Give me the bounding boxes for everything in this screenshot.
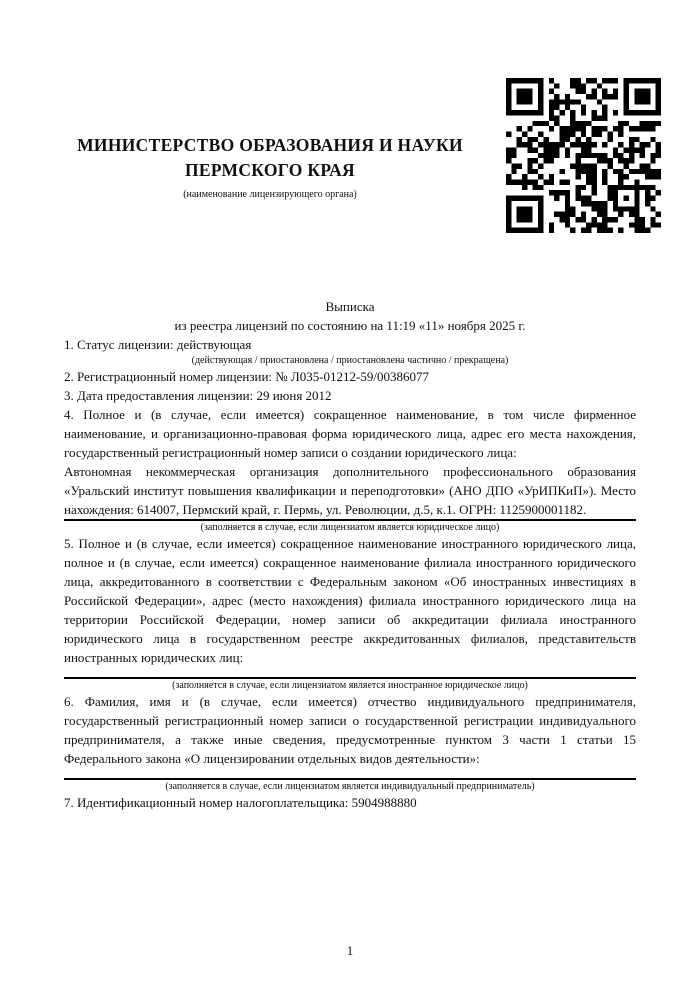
- page-number: 1: [346, 943, 354, 958]
- document-title-line1: Выписка: [325, 299, 375, 314]
- document-body: [64, 297, 636, 812]
- document-title: [64, 297, 636, 335]
- document-title-line2: из реестра лицензий по состоянию на 11:19 «11» ноября 2025 г.: [174, 318, 526, 333]
- item-7-taxpayer-number: 7. Идентификационный номер налогоплательщика: 5904988880: [64, 795, 417, 810]
- ministry-name-line2: ПЕРМСКОГО КРАЯ: [185, 160, 355, 180]
- ministry-name-line1: МИНИСТЕРСТВО ОБРАЗОВАНИЯ И НАУКИ: [77, 135, 463, 155]
- item-4-legal-entity-label: 4. Полное и (в случае, если имеется) сокращенное наименование, в том числе фирменное наименование, и организационно-правовая форма юридического лица, адрес его места нахождения, государственный регистрационный номер записи о создании юридического лица:: [64, 407, 636, 460]
- ministry-name: [40, 133, 500, 183]
- item-4-caption: (заполняется в случае, если лицензиатом является юридическое лицо): [200, 522, 500, 533]
- item-1-license-status: 1. Статус лицензии: действующая: [64, 337, 252, 352]
- licensing-authority-caption: (наименование лицензирующего органа): [183, 189, 357, 200]
- item-6-caption: (заполняется в случае, если лицензиатом является индивидуальный предприниматель): [165, 781, 535, 792]
- item-3-license-date: 3. Дата предоставления лицензии: 29 июня 2012: [64, 388, 332, 403]
- item-5-blank-space: [64, 667, 636, 677]
- item-4-legal-entity-value: Автономная некоммерческая организация дополнительного профессионального образования «Уральский институт повышения квалификации и переподготовки» (АНО ДПО «УрИПКиП»). Место нахождения: 614007, Пермский край, г. Пермь, ул. Революции, д.5, к.1. ОГРН: 1125900001182.: [64, 464, 636, 517]
- item-5-foreign-entity-label: 5. Полное и (в случае, если имеется) сокращенное наименование иностранного юридического лица, полное и (в случае, если имеется) сокращенное наименование филиала иностранного юридического лица, аккредитованного в соответствии с Федеральным законом «Об иностранных инвестициях в Российской Федерации», адрес (место нахождения) филиала иностранного юридического лица на территории Российской Федерации, номер записи об аккредитации филиала иностранного юридического лица в государственном реестре аккредитованных филиалов, представительств иностранных юридических лиц:: [64, 536, 636, 665]
- qr-code-icon: [506, 78, 661, 233]
- item-6-entrepreneur-label: 6. Фамилия, имя и (в случае, если имеется) отчество индивидуального предпринимателя, государственный регистрационный номер записи о государственной регистрации индивидуального предпринимателя, а также иные сведения, предусмотренные пунктом 3 части 1 статьи 15 Федерального закона «О лицензировании отдельных видов деятельности»:: [64, 694, 636, 766]
- document-header: [40, 133, 500, 201]
- item-2-registration-number: 2. Регистрационный номер лицензии: № Л035-01212-59/00386077: [64, 369, 430, 384]
- item-6-blank-space: [64, 768, 636, 778]
- item-1-caption: (действующая / приостановлена / приостановлена частично / прекращена): [191, 355, 509, 366]
- item-5-caption: (заполняется в случае, если лицензиатом является иностранное юридическое лицо): [172, 680, 528, 691]
- qr-code-svg: [506, 78, 661, 233]
